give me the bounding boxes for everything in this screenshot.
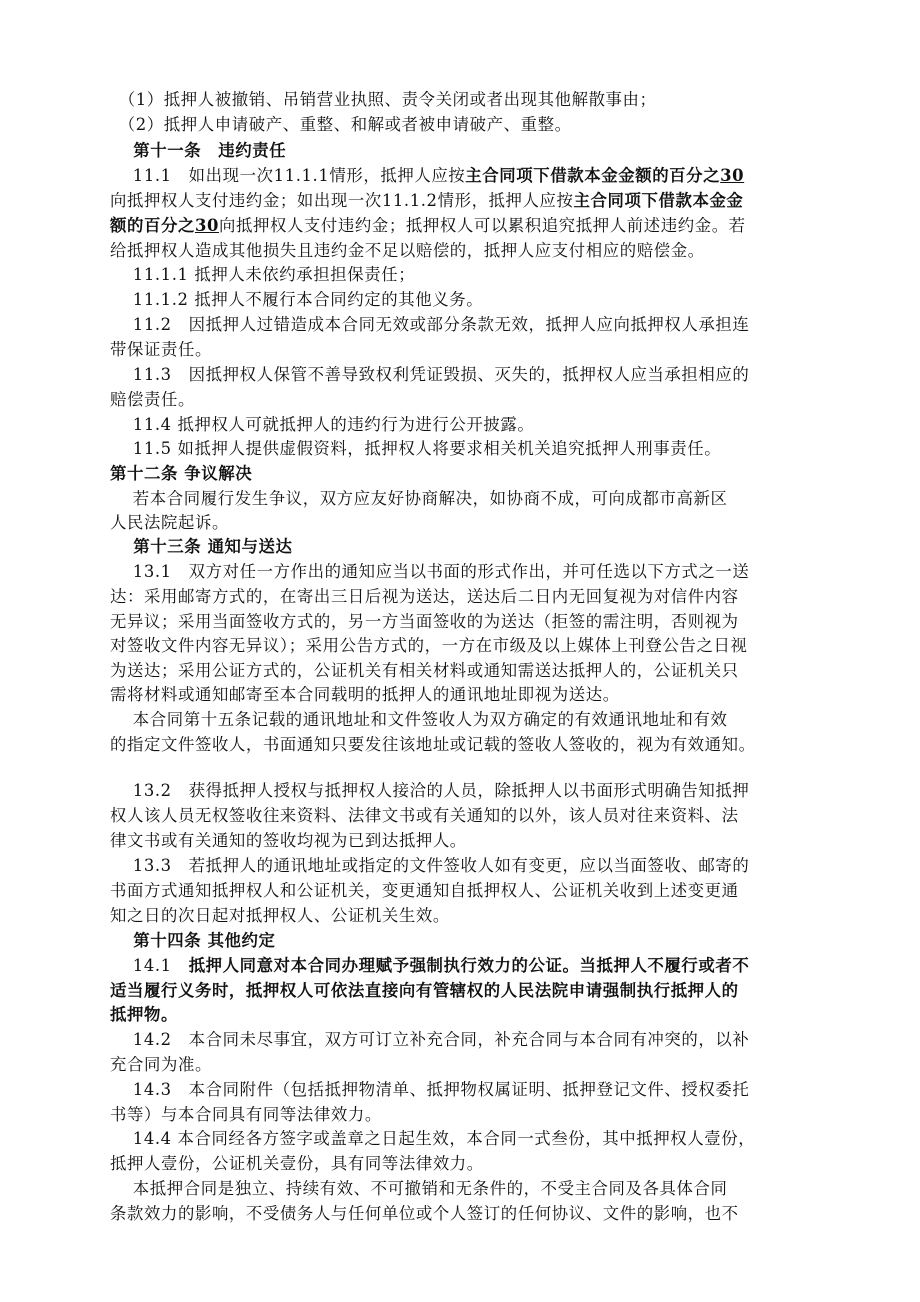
text-run: 抵押人壹份，公证机关壹份，具有同等法律效力。 [110,1154,484,1173]
text-line [110,634,747,658]
bold-text-run: 抵押物。 [110,1005,178,1024]
text-line [110,804,739,828]
text-line [110,1028,749,1052]
text-run: 11.1.1 抵押人未依约承担担保责任； [110,265,416,284]
text-line [110,585,739,609]
text-run: 14.3 本合同附件（包括抵押物清单、抵押物权属证明、抵押登记文件、授权委托 [110,1080,750,1099]
text-run: 需将材料或通知邮寄至本合同载明的抵押人的通讯地址即视为送达。 [110,685,620,704]
text-run: 无异议；采用当面签收方式的，另一方当面签收的为送达（拒签的需注明，否则视为 [110,612,739,631]
bold-text-run: 额的百分之 [110,216,195,235]
bold-text-run: 30 [194,216,219,235]
text-run: 14.4 本合同经各方签字或盖章之日起生效，本合同一式叁份，其中抵押权人壹份， [110,1129,756,1148]
text-line [110,829,467,853]
text-run: （1）抵押人被撤销、吊销营业执照、责令关闭或者出现其他解散事由； [110,90,657,109]
text-line [110,733,756,757]
text-line [110,511,229,535]
text-line [110,683,620,707]
text-run: 本合同第十五条记载的通讯地址和文件签收人为双方确定的有效通讯地址和有效 [110,710,728,729]
text-line [110,1152,484,1176]
text-line [110,338,212,362]
text-run: 13.1 双方对任一方作出的通知应当以书面的形式作出，并可任选以下方式之一送 [110,562,750,581]
text-run: 律文书或有关通知的签收均视为已到达抵押人。 [110,831,467,850]
text-run: 的指定文件签收人，书面通知只要发往该地址或记载的签收人签收的，视为有效通知。 [110,735,756,754]
text-line [110,487,727,511]
text-line [110,113,572,137]
text-line [110,1202,739,1226]
text-run: 本抵押合同是独立、持续有效、不可撤销和无条件的，不受主合同及各具体合同 [110,1179,728,1198]
text-line [110,139,286,163]
bold-text-run: 30 [720,166,745,185]
text-line [110,535,293,559]
text-line [110,189,743,213]
text-line [110,854,749,878]
text-run: 11.5 如抵押人提供虚假资料，抵押权人将要求相关机关追究抵押人刑事责任。 [110,439,722,458]
text-line [110,263,415,287]
text-run: 11.2 因抵押人过错造成本合同无效或部分条款无效，抵押人应向抵押权人承担连 [110,315,750,334]
text-run: 11.4 抵押权人可就抵押人的违约行为进行公开披露。 [110,415,535,434]
text-line [110,979,739,1003]
text-run: 14.1 [110,956,189,975]
text-run: 书面方式通知抵押权人和公证机关，变更通知自抵押权人、公证机关收到上述变更通 [110,881,739,900]
text-line [110,904,450,928]
text-line [110,1177,727,1201]
text-run: 达：采用邮寄方式的，在寄出三日后视为送达，送达后二日内无回复视为对信件内容 [110,587,739,606]
text-run: 给抵押权人造成其他损失且违约金不足以赔偿的，抵押人应支付相应的赔偿金。 [110,241,705,260]
bold-text-run: 主合同项下借款本金金 [573,191,744,210]
text-run: 向抵押权人支付违约金；抵押权人可以累积追究抵押人前述违约金。若 [218,216,746,235]
text-run: （2）抵押人申请破产、重整、和解或者被申请破产、重整。 [110,115,572,134]
text-line [110,659,739,683]
text-run: 权人该人员无权签收往来资料、法律文书或有关通知的以外，该人员对往来资料、法 [110,806,739,825]
text-line [110,1103,382,1127]
bold-text-run: 第十四条 其他约定 [110,931,276,950]
text-line [110,164,744,188]
text-run: 11.1 如出现一次11.1.1情形，抵押人应按 [110,166,466,185]
text-run: 14.2 本合同未尽事宜，双方可订立补充合同，补充合同与本合同有冲突的，以补 [110,1030,750,1049]
text-run: 赔偿责任。 [110,390,195,409]
text-run: 人民法院起诉。 [110,513,229,532]
text-line [110,1053,212,1077]
text-line [110,708,727,732]
text-line [110,929,276,953]
bold-text-run: 第十三条 通知与送达 [110,537,293,556]
text-run: 为送达；采用公证方式的，公证机关有相关材料或通知需送达抵押人的，公证机关只 [110,661,739,680]
text-run: 带保证责任。 [110,340,212,359]
text-run: 11.1.2 抵押人不履行本合同约定的其他义务。 [110,290,484,309]
text-run: 条款效力的影响，不受债务人与任何单位或个人签订的任何协议、文件的影响，也不 [110,1204,739,1223]
text-run: 13.3 若抵押人的通讯地址或指定的文件签收人如有变更，应以当面签收、邮寄的 [110,856,750,875]
text-line [110,462,252,486]
text-line [110,239,705,263]
text-run: 若本合同履行发生争议，双方应友好协商解决，如协商不成，可向成都市高新区 [110,489,728,508]
bold-text-run: 适当履行义务时，抵押权人可依法直接向有管辖权的人民法院申请强制执行抵押人的 [110,981,739,1000]
bold-text-run: 抵押人同意对本合同办理赋予强制执行效力的公证。当抵押人不履行或者不 [188,956,750,975]
text-line [110,1003,178,1027]
text-line [110,413,534,437]
text-line [110,363,749,387]
text-line [110,1078,749,1102]
text-line [110,779,749,803]
text-run: 向抵押权人支付违约金；如出现一次11.1.2情形，抵押人应按 [110,191,574,210]
text-line [110,879,739,903]
text-run: 充合同为准。 [110,1055,212,1074]
text-line [110,1127,755,1151]
text-line [110,313,749,337]
bold-text-run: 第十二条 争议解决 [110,464,253,483]
bold-text-run: 第十一条 违约责任 [110,141,287,160]
text-line [110,214,746,238]
text-line [110,610,739,634]
text-run: 13.2 获得抵押人授权与抵押权人接洽的人员，除抵押人以书面形式明确告知抵押 [110,781,750,800]
text-line [110,388,195,412]
bold-text-run: 主合同项下借款本金金额的百分之 [465,166,721,185]
text-line [110,288,483,312]
text-run: 书等）与本合同具有同等法律效力。 [110,1105,382,1124]
text-run: 知之日的次日起对抵押权人、公证机关生效。 [110,906,450,925]
text-line [110,437,721,461]
text-line [110,88,657,112]
text-line [110,954,749,978]
text-run: 11.3 因抵押权人保管不善导致权利凭证毁损、灭失的，抵押权人应当承担相应的 [110,365,750,384]
text-line [110,560,749,584]
text-run: 对签收文件内容无异议）；采用公告方式的，一方在市级及以上媒体上刊登公告之日视 [110,636,748,655]
